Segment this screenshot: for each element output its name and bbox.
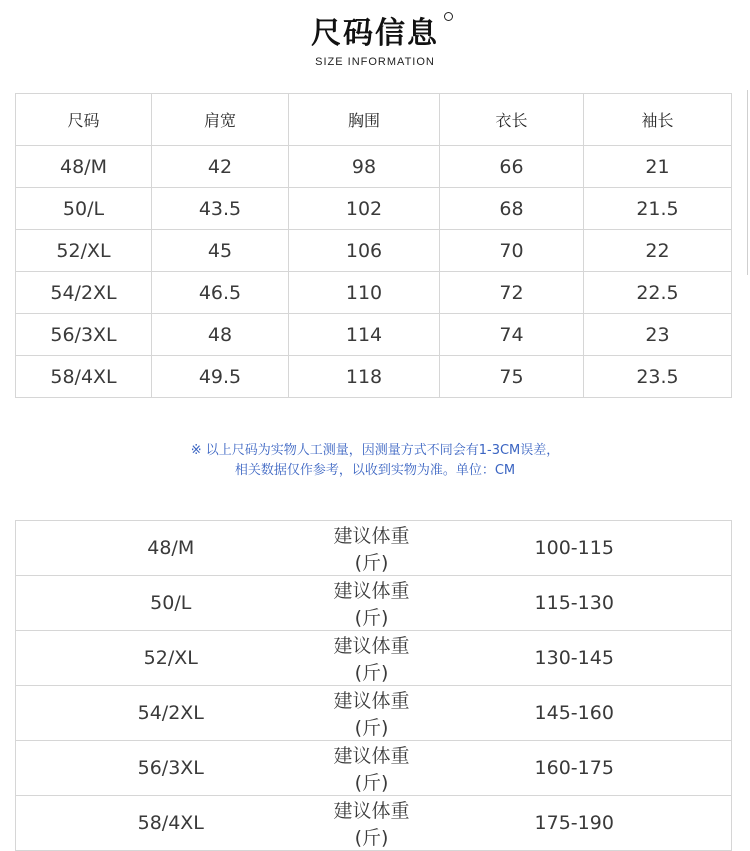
table-cell: 48: [152, 314, 289, 356]
table-cell: 100-115: [418, 521, 732, 576]
table-cell: 23: [584, 314, 732, 356]
table-cell: 43.5: [152, 188, 289, 230]
column-header-sleeve: 袖长: [584, 94, 732, 146]
table-row: [16, 188, 732, 230]
table-cell: 58/4XL: [16, 356, 152, 398]
table-row: [16, 576, 732, 631]
table-cell: 110: [289, 272, 440, 314]
table-cell: 114: [289, 314, 440, 356]
table-cell: 175-190: [418, 796, 732, 851]
table-cell: 115-130: [418, 576, 732, 631]
table-cell: 42: [152, 146, 289, 188]
table-row: [16, 796, 732, 851]
weight-table: [15, 520, 732, 851]
table-cell: 建议体重(斤): [326, 631, 418, 686]
size-table: [15, 93, 732, 398]
table-cell: 建议体重(斤): [326, 576, 418, 631]
column-header-length: 衣长: [440, 94, 584, 146]
table-cell: 建议体重(斤): [326, 521, 418, 576]
table-cell: 50/L: [16, 576, 326, 631]
table-cell: 45: [152, 230, 289, 272]
page-title: [311, 14, 439, 54]
table-cell: 106: [289, 230, 440, 272]
column-header-chest: 胸围: [289, 94, 440, 146]
table-cell: 48/M: [16, 146, 152, 188]
table-cell: 74: [440, 314, 584, 356]
measurement-note-line: ※ 以上尺码为实物人工测量，因测量方式不同会有1-3CM误差，: [190, 443, 560, 458]
table-row: [16, 230, 732, 272]
edge-divider: [747, 90, 748, 275]
size-table-header-row: [16, 94, 732, 146]
table-row: [16, 314, 732, 356]
table-cell: 58/4XL: [16, 796, 326, 851]
table-cell: 98: [289, 146, 440, 188]
table-cell: 23.5: [584, 356, 732, 398]
table-cell: 66: [440, 146, 584, 188]
table-cell: 52/XL: [16, 631, 326, 686]
table-cell: 68: [440, 188, 584, 230]
column-header-shoulder: 肩宽: [152, 94, 289, 146]
table-row: [16, 741, 732, 796]
table-row: [16, 356, 732, 398]
table-row: [16, 146, 732, 188]
table-cell: 48/M: [16, 521, 326, 576]
circle-decoration-icon: [444, 12, 453, 21]
measurement-note: [0, 441, 750, 481]
table-cell: 49.5: [152, 356, 289, 398]
table-row: [16, 686, 732, 741]
page-header: [0, 14, 750, 68]
table-row: [16, 272, 732, 314]
table-cell: 50/L: [16, 188, 152, 230]
column-header-size: 尺码: [16, 94, 152, 146]
table-cell: 118: [289, 356, 440, 398]
table-cell: 54/2XL: [16, 272, 152, 314]
table-cell: 56/3XL: [16, 741, 326, 796]
table-cell: 160-175: [418, 741, 732, 796]
table-cell: 22.5: [584, 272, 732, 314]
page-subtitle: SIZE INFORMATION: [315, 56, 435, 68]
table-cell: 52/XL: [16, 230, 152, 272]
table-cell: 145-160: [418, 686, 732, 741]
table-cell: 建议体重(斤): [326, 796, 418, 851]
table-cell: 72: [440, 272, 584, 314]
table-cell: 21.5: [584, 188, 732, 230]
table-cell: 21: [584, 146, 732, 188]
table-row: [16, 521, 732, 576]
page-title-text: 尺码信息: [311, 16, 439, 51]
table-cell: 130-145: [418, 631, 732, 686]
table-row: [16, 631, 732, 686]
table-cell: 22: [584, 230, 732, 272]
measurement-note-line: 相关数据仅作参考，以收到实物为准。单位：CM: [234, 463, 516, 478]
table-cell: 56/3XL: [16, 314, 152, 356]
table-cell: 46.5: [152, 272, 289, 314]
table-cell: 70: [440, 230, 584, 272]
table-cell: 75: [440, 356, 584, 398]
table-cell: 建议体重(斤): [326, 686, 418, 741]
table-cell: 102: [289, 188, 440, 230]
table-cell: 建议体重(斤): [326, 741, 418, 796]
table-cell: 54/2XL: [16, 686, 326, 741]
